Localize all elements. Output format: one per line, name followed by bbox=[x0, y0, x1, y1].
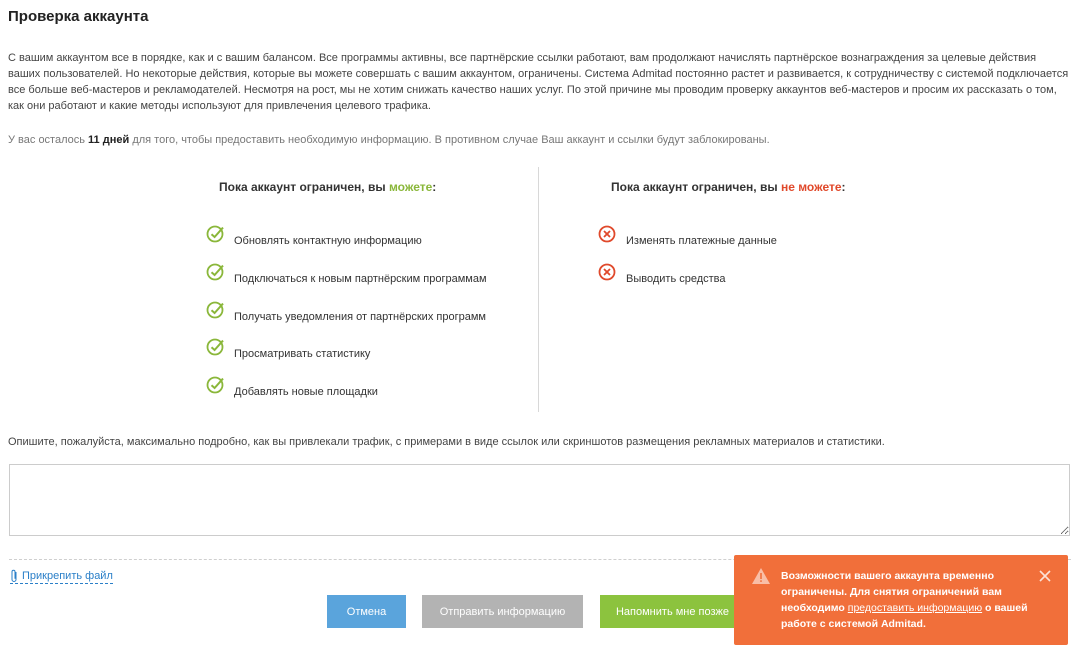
deadline-prefix: У вас осталось bbox=[8, 134, 85, 146]
describe-label: Опишите, пожалуйста, максимально подробно, как вы привлекали трафик, с примерами в виде ссылок или скриншотов размещения рекламных материалов и статистики. bbox=[8, 436, 885, 448]
close-icon[interactable] bbox=[1038, 569, 1052, 583]
remind-later-button[interactable]: Напомнить мне позже bbox=[600, 595, 745, 628]
check-circle-icon bbox=[206, 224, 226, 244]
restriction-toast bbox=[734, 555, 1068, 645]
check-circle-icon bbox=[206, 262, 226, 282]
traffic-description-textarea[interactable] bbox=[9, 464, 1070, 536]
warning-icon bbox=[751, 567, 771, 585]
paperclip-icon bbox=[10, 569, 19, 583]
column-divider bbox=[538, 167, 539, 412]
toast-message: Возможности вашего аккаунта временно ограничены. Для снятия ограничений вам необходимо предоставить информацию о вашей работе с системой Admitad. bbox=[781, 570, 1028, 630]
x-circle-icon bbox=[598, 262, 618, 282]
can-highlight: можете bbox=[388, 180, 433, 194]
provide-info-link[interactable]: предоставить информацию bbox=[847, 602, 983, 614]
cancel-button[interactable]: Отмена bbox=[327, 595, 406, 628]
deadline-text bbox=[8, 134, 770, 146]
cannot-heading: Пока аккаунт ограничен, вы не можете: bbox=[611, 180, 846, 194]
page-title: Проверка аккаунта bbox=[8, 8, 149, 25]
x-circle-icon bbox=[598, 224, 618, 244]
attach-file-label: Прикрепить файл bbox=[22, 570, 113, 582]
deadline-days: 11 дней bbox=[88, 134, 130, 146]
check-circle-icon bbox=[206, 300, 226, 320]
can-heading: Пока аккаунт ограничен, вы можете: bbox=[219, 180, 437, 194]
deadline-suffix: для того, чтобы предоставить необходимую информацию. В противном случае Ваш аккаунт и ссылки будут заблокированы. bbox=[132, 134, 770, 146]
send-info-button[interactable]: Отправить информацию bbox=[422, 595, 583, 628]
check-circle-icon bbox=[206, 337, 226, 357]
cannot-highlight: не можете bbox=[780, 180, 842, 194]
check-circle-icon bbox=[206, 375, 226, 395]
intro-text: С вашим аккаунтом все в порядке, как и с вашим балансом. Все программы активны, все партнёрские ссылки работают, вам продолжают начислять партнёрское вознаграждения за целевые действия ваших пользователей. Но некоторые действия, которые вы можете совершать с вашим аккаунтом, ограничены. Система Admitad постоянно растет и развивается, к сотрудничеству с системой подключается все больше веб-мастеров и рекламодателей. Несмотря на рост, мы не хотим снижать качество наших услуг. По этой причине мы проводим проверку аккаунтов веб-мастеров и просим их рассказать о том, как они работают и какие методы используют для привлечения целевого трафика. bbox=[8, 52, 1069, 112]
attach-file-link[interactable] bbox=[10, 569, 113, 584]
